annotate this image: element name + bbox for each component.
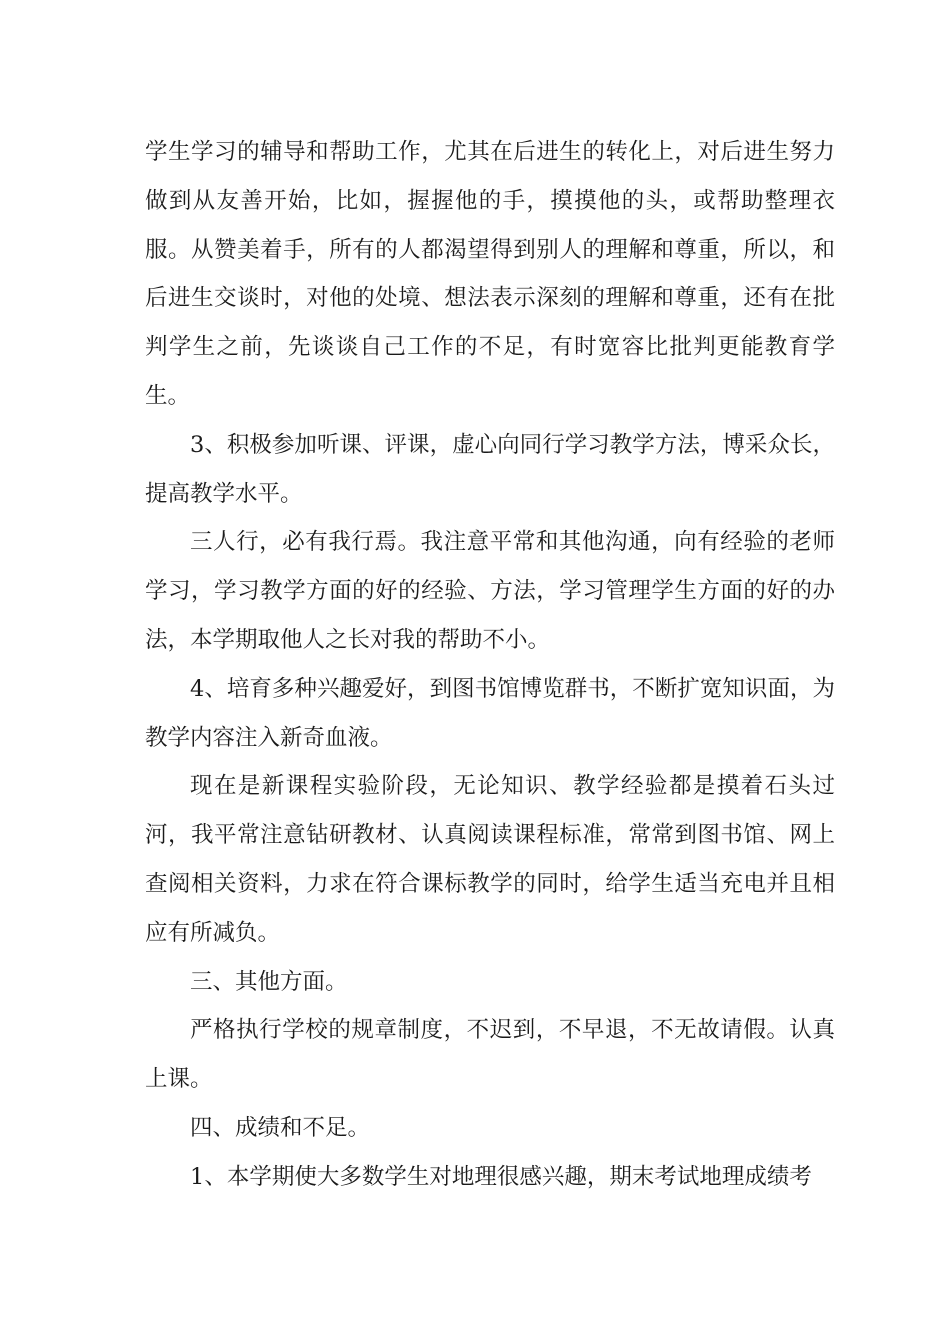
paragraph-2: 3、积极参加听课、评课，虚心向同行学习教学方法，博采众长，提高教学水平。 [145, 431, 835, 507]
paragraph-4: 4、培育多种兴趣爱好，到图书馆博览群书，不断扩宽知识面，为教学内容注入新奇血液。 [145, 675, 835, 751]
document-body [145, 128, 835, 1202]
section-heading-other: 三、其他方面。 [190, 968, 348, 995]
paragraph-1: 学生学习的辅导和帮助工作，尤其在后进生的转化上，对后进生努力做到从友善开始，比如，握握他的手，摸摸他的头，或帮助整理衣服。从赞美着手，所有的人都渴望得到别人的理解和尊重，所以，和后进生交谈时，对他的处境、想法表示深刻的理解和尊重，还有在批判学生之前，先谈谈自己工作的不足，有时宽容比批判更能教育学生。 [145, 139, 835, 409]
paragraph-5: 现在是新课程实验阶段，无论知识、教学经验都是摸着石头过河，我平常注意钻研教材、认真阅读课程标准，常常到图书馆、网上查阅相关资料，力求在符合课标教学的同时，给学生适当充电并且相应有所减负。 [145, 773, 835, 946]
section-heading-results: 四、成绩和不足。 [190, 1114, 371, 1141]
paragraph-3: 三人行，必有我行焉。我注意平常和其他沟通，向有经验的老师学习，学习教学方面的好的经验、方法，学习管理学生方面的好的办法，本学期取他人之长对我的帮助不小。 [145, 529, 835, 653]
paragraph-7: 严格执行学校的规章制度，不迟到，不早退，不无故请假。认真上课。 [145, 1017, 835, 1093]
paragraph-9: 1、本学期使大多数学生对地理很感兴趣，期末考试地理成绩考 [190, 1163, 812, 1190]
